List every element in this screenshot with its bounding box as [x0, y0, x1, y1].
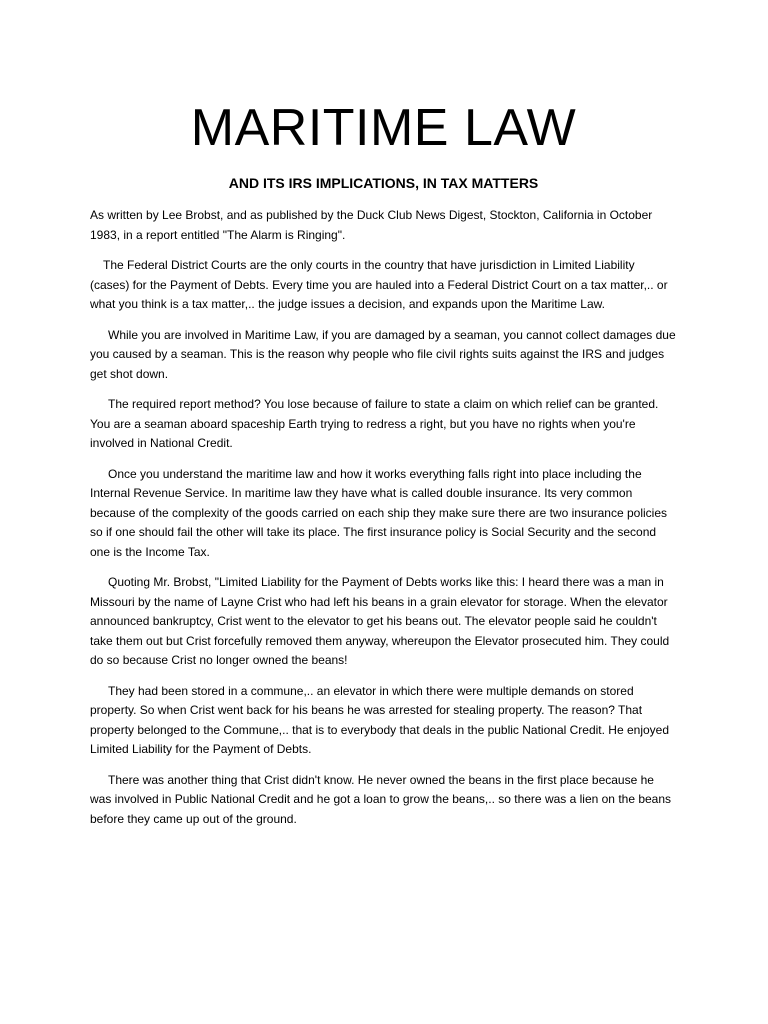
paragraph-double-insurance: Once you understand the maritime law and how it works everything falls right into place including the Internal Revenue Service. In maritime law they have what is called double insurance. Its very common because of the complexity of the goods carried on each ship they make sure there are two insurance policies so if one should fail the other will take its place. The first insurance policy is Social Security and the second one is the Income Tax. [90, 466, 667, 559]
document-title: MARITIME LAW [190, 99, 577, 157]
paragraph-seaman-damages: While you are involved in Maritime Law, if you are damaged by a seaman, you cannot collect damages due you caused by a seaman. This is the reason why people who file civil rights suits against the IRS and judges get shot down. [90, 327, 676, 381]
paragraph-report-method: The required report method? You lose because of failure to state a claim on which relief can be granted. You are a seaman aboard spaceship Earth trying to redress a right, but you have no rights when you're involved in National Credit. [90, 397, 659, 450]
paragraph-quoting-brobst: Quoting Mr. Brobst, "Limited Liability for the Payment of Debts works like this: I heard there was a man in Missouri by the name of Layne Crist who had left his beans in a grain elevator for storage. When the elevator announced bankruptcy, Crist went to the elevator to get his beans out. The elevator people said he couldn't take them out but Crist forcefully removed them anyway, whereupon the Elevator prosecuted him. They could do so because Crist no longer owned the beans! [90, 575, 670, 667]
paragraph-federal-courts: The Federal District Courts are the only courts in the country that have jurisdiction in Limited Liability (cases) for the Payment of Debts. Every time you are hauled into a Federal District Court on a tax matter,.. or what you think is a tax matter,.. the judge issues a decision, and expands upon the Maritime Law. [90, 258, 668, 311]
document-subtitle: AND ITS IRS IMPLICATIONS, IN TAX MATTERS [228, 175, 539, 191]
paragraph-lien: There was another thing that Crist didn't know. He never owned the beans in the first place because he was involved in Public National Credit and he got a loan to grow the beans,.. so there was a lien on the beans before they came up out of the ground. [90, 772, 672, 826]
paragraph-attribution: As written by Lee Brobst, and as published by the Duck Club News Digest, Stockton, California in October 1983, in a report entitled "The Alarm is Ringing". [90, 208, 653, 242]
document-body [90, 206, 677, 829]
paragraph-commune: They had been stored in a commune,.. an elevator in which there were multiple demands on stored property. So when Crist went back for his beans he was arrested for stealing property. The reason? That property belonged to the Commune,.. that is to everybody that deals in the public National Credit. He enjoyed Limited Liability for the Payment of Debts. [90, 683, 670, 756]
